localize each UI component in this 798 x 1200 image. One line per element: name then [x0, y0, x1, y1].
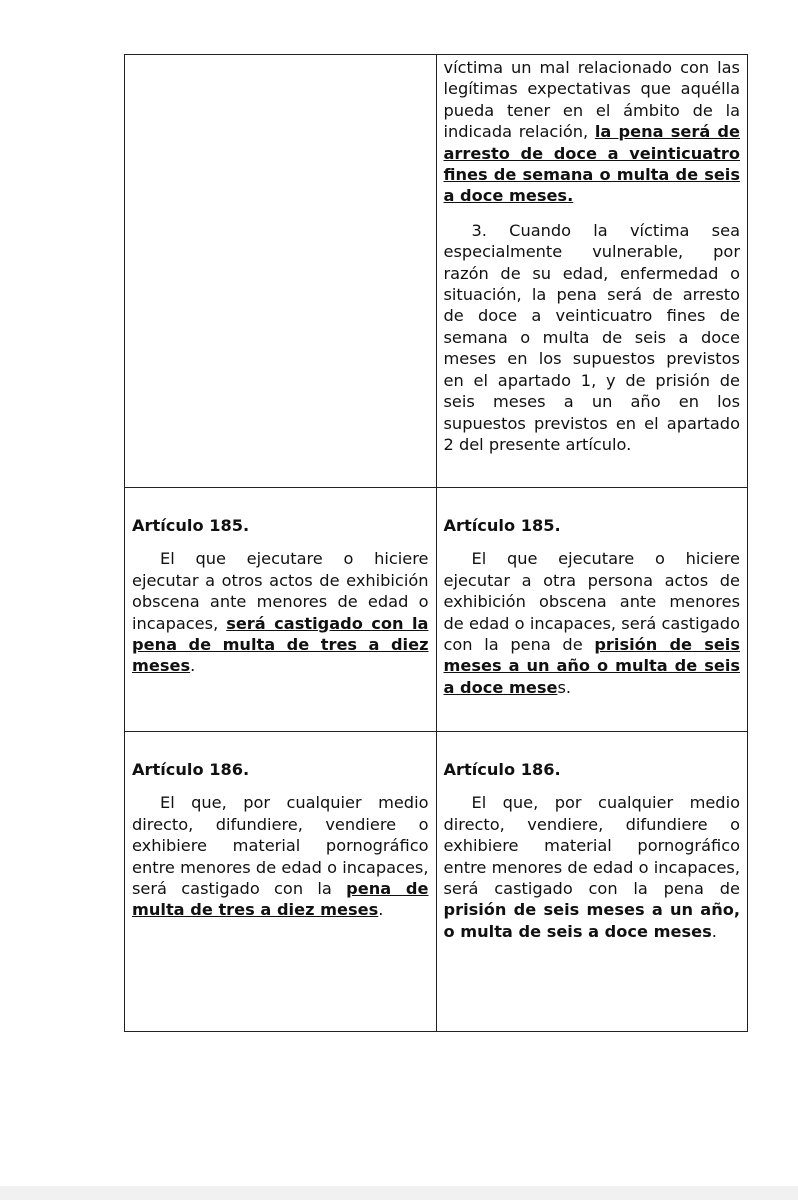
left-cell-art185	[125, 488, 437, 732]
continuation-paragraph: víctima un mal relacionado con las legítimas expectativas que aquélla pueda tener en el ámbito de la indicada relación, la pena será de arresto de doce a veinticuatro fines de semana o multa de seis a doce meses.	[443, 58, 741, 206]
table-row	[125, 732, 748, 1032]
article-paragraph: El que, por cualquier medio directo, vendiere, difundiere o exhibiere material pornográfico entre menores de edad o incapaces, será castigado con la pena de prisión de seis meses a un año, o multa de seis a doce meses.	[443, 793, 740, 941]
article-heading: Artículo 185.	[443, 516, 561, 535]
emphasis-text: prisión de seis meses a un año, o multa de seis a doce meses	[443, 900, 740, 941]
article-heading: Artículo 185.	[132, 516, 250, 535]
article-heading: Artículo 186.	[443, 760, 561, 779]
left-cell-empty	[125, 55, 437, 488]
left-cell-art186	[125, 732, 437, 1032]
right-cell-art184-continuation	[436, 55, 748, 488]
emphasis-text: será castigado con la pena de multa de tres a diez meses	[132, 613, 429, 676]
emphasis-text: la pena será de arresto de doce a veinticuatro fines de semana o multa de seis a doce meses.	[443, 122, 741, 206]
right-cell-art186	[436, 732, 748, 1032]
comparison-table	[124, 54, 748, 1032]
table-row	[125, 55, 748, 488]
emphasis-text: prisión de seis meses a un año o multa de seis a doce mese	[443, 635, 740, 697]
paragraph-3: 3. Cuando la víctima sea especialmente vulnerable, por razón de su edad, enfermedad o situación, la pena será de arresto de doce a veinticuatro fines de semana o multa de seis a doce meses en los supuestos previstos en el apartado 1, y de prisión de seis meses a un año en los supuestos previstos en el apartado 2 del presente artículo.	[443, 220, 740, 454]
article-paragraph: El que ejecutare o hiciere ejecutar a otra persona actos de exhibición obscena ante menores de edad o incapaces, será castigado con la pena de prisión de seis meses a un año o multa de seis a doce meses.	[443, 549, 740, 697]
article-paragraph: El que, por cualquier medio directo, difundiere, vendiere o exhibiere material pornográfico entre menores de edad o incapaces, será castigado con la pena de multa de tres a diez meses.	[132, 793, 429, 920]
article-heading: Artículo 186.	[132, 760, 250, 779]
article-paragraph: El que ejecutare o hiciere ejecutar a otros actos de exhibición obscena ante menores de edad o incapaces, será castigado con la pena de multa de tres a diez meses.	[132, 549, 429, 676]
page-bottom-edge	[0, 1186, 798, 1200]
right-cell-art185	[436, 488, 748, 732]
emphasis-text: pena de multa de tres a diez meses	[132, 879, 429, 920]
table-row	[125, 488, 748, 732]
